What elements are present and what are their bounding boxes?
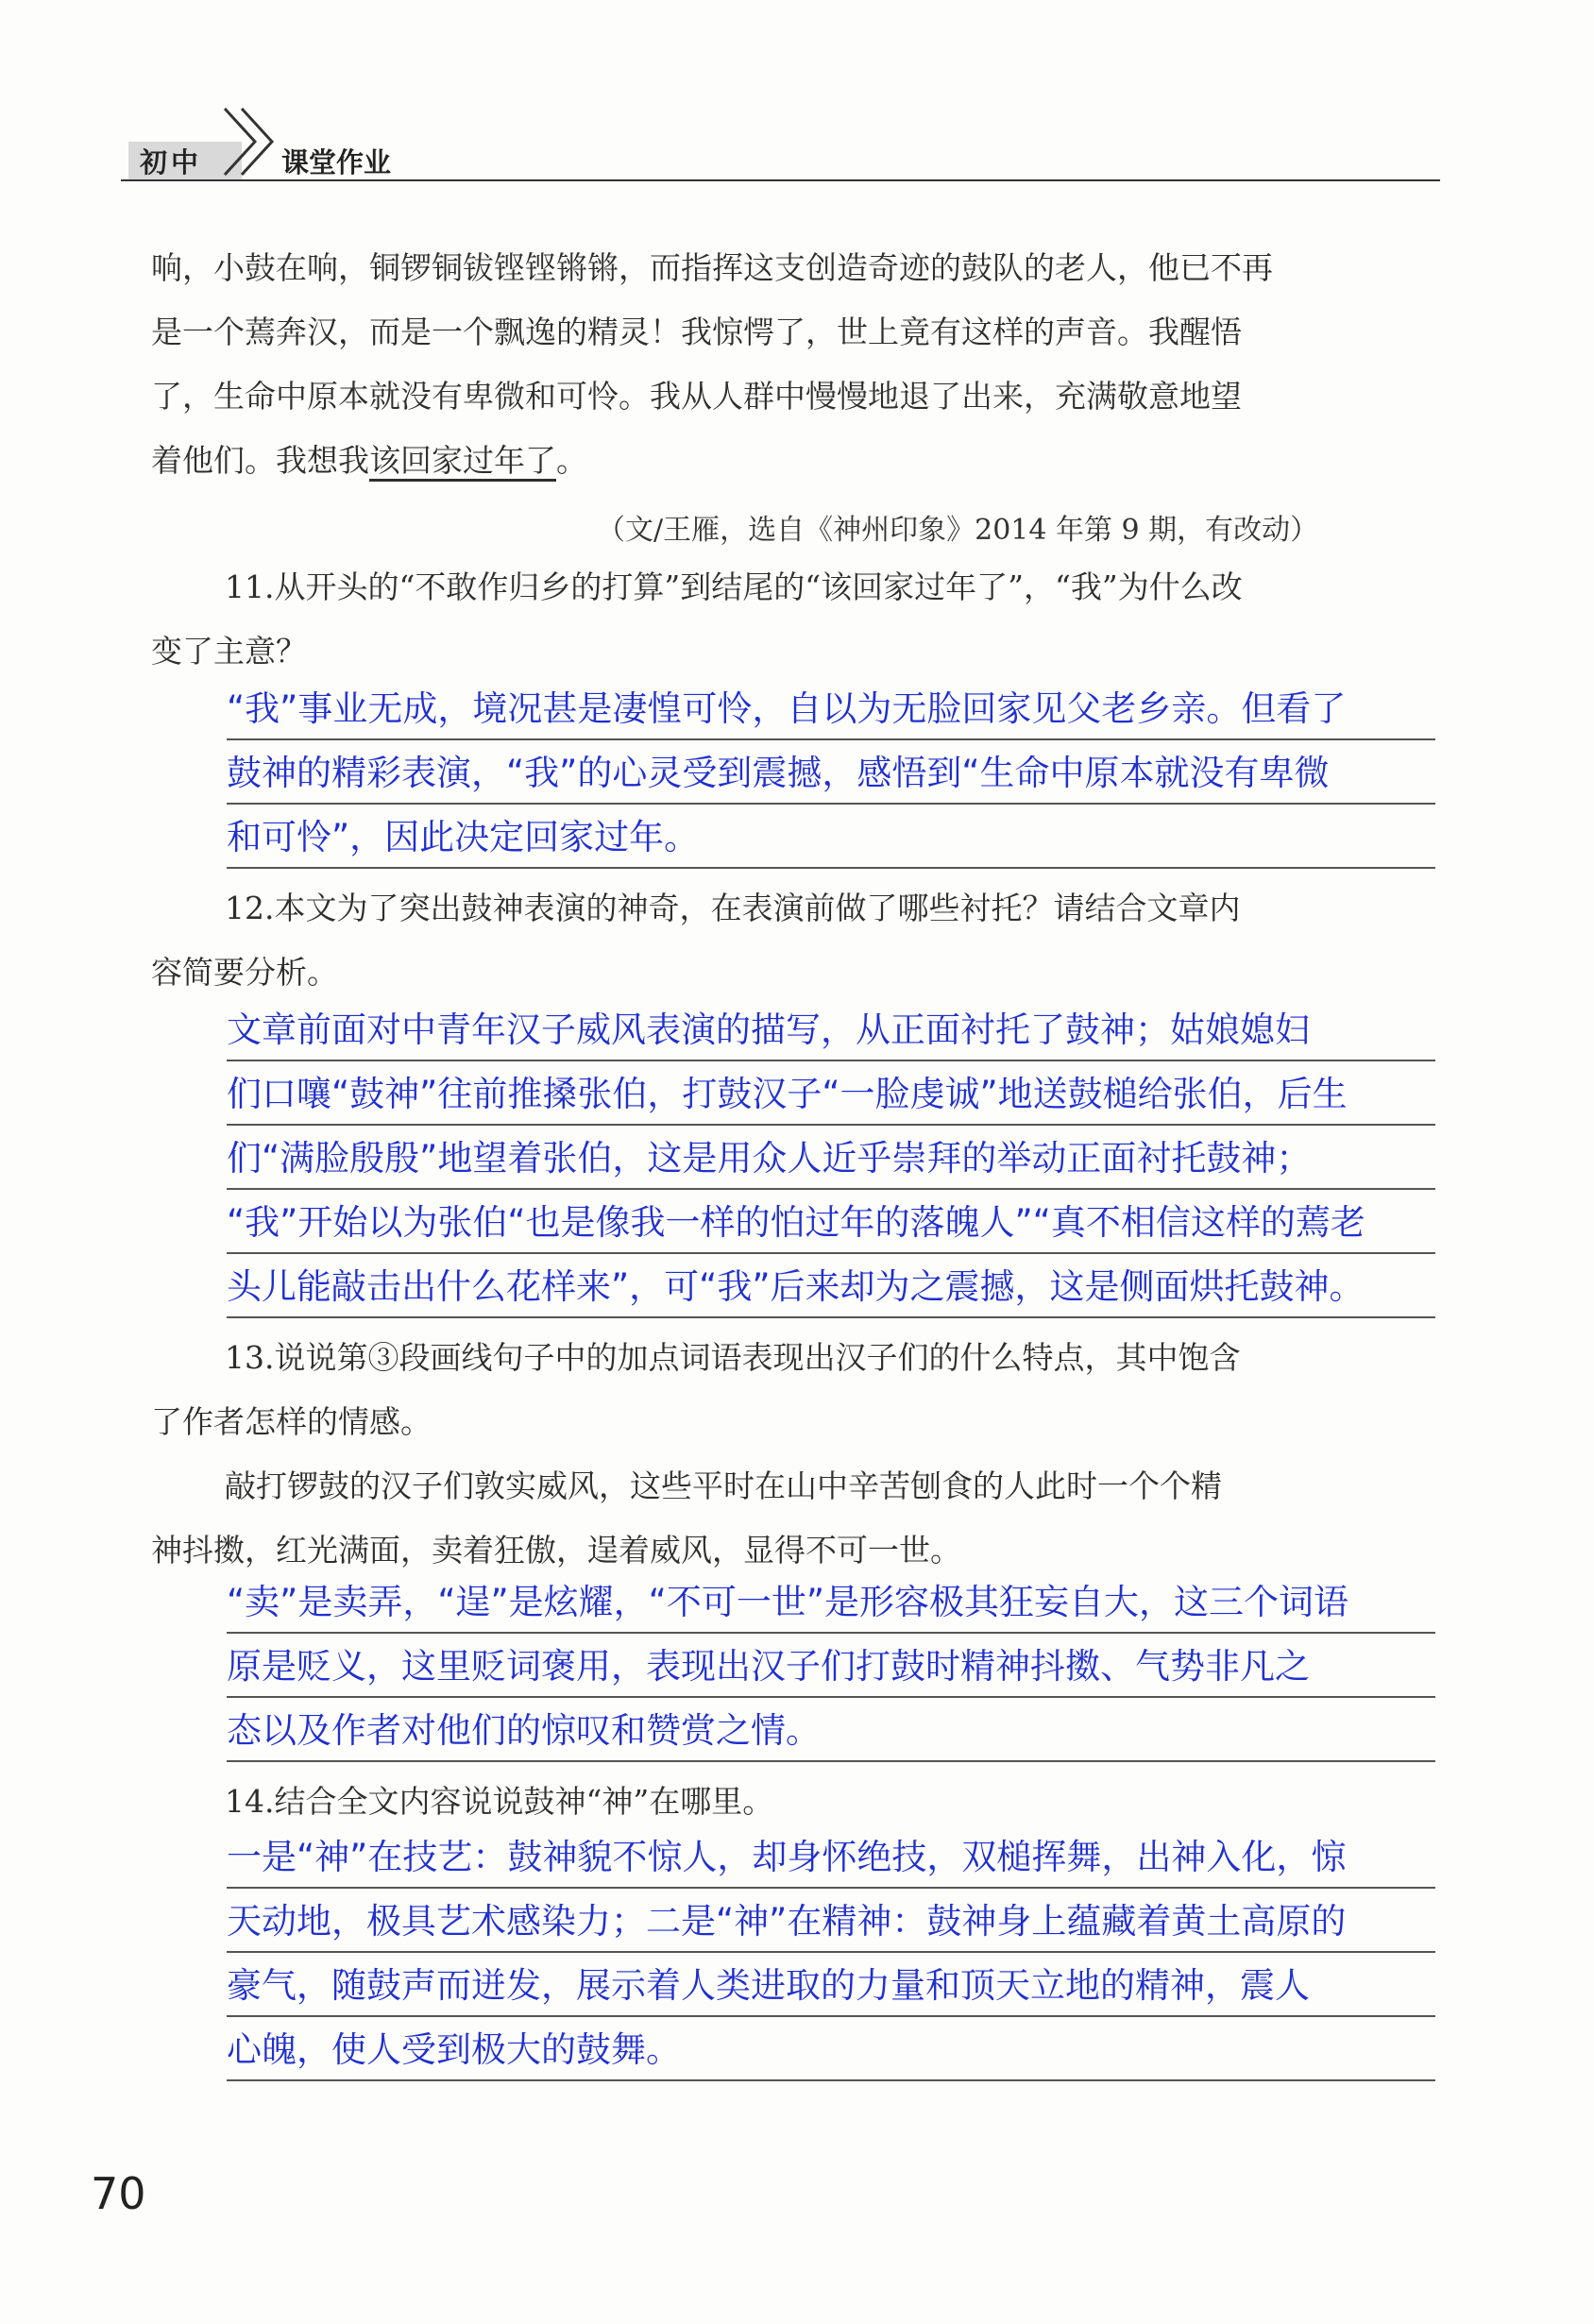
quoted-sentence: 敲打锣鼓的汉子们敦实威风，这些平时在山中辛苦刨食的人此时一个个精	[225, 1467, 1222, 1504]
answer-12	[227, 997, 1435, 1318]
question-14: 14.结合全文内容说说鼓神“神”在哪里。	[225, 1783, 774, 1820]
answer-11	[227, 676, 1435, 869]
header-rule	[121, 179, 1440, 181]
question-12: 12.本文为了突出鼓神表演的神奇，在表演前做了哪些衬托？请结合文章内	[225, 890, 1241, 926]
answer-line: 原是贬义，这里贬词褒用，表现出汉子们打鼓时精神抖擞、气势非凡之	[227, 1634, 1435, 1698]
citation: （文/王雁，选自《神州印象》2014 年第 9 期，有改动）	[597, 514, 1319, 547]
answer-line: 们“满脸殷殷”地望着张伯，这是用众人近乎崇拜的举动正面衬托鼓神；	[227, 1126, 1435, 1190]
answer-14	[227, 1824, 1435, 2081]
page-header	[121, 104, 1440, 181]
passage-text: 。	[556, 442, 587, 479]
answer-line: 鼓神的精彩表演，“我”的心灵受到震撼，感悟到“生命中原本就没有卑微	[227, 740, 1435, 805]
passage-last-line	[151, 429, 587, 493]
question-11: 11.从开头的“不敢作归乡的打算”到结尾的“该回家过年了”，“我”为什么改	[225, 568, 1243, 605]
answer-line: 豪气，随鼓声而迸发，展示着人类进取的力量和顶天立地的精神，震人	[227, 1953, 1435, 2017]
answer-13	[227, 1569, 1435, 1762]
answer-line: 态以及作者对他们的惊叹和赞赏之情。	[227, 1698, 1435, 1762]
page-number: 70	[91, 2168, 146, 2219]
question-12-cont: 容简要分析。	[151, 954, 338, 991]
answer-line: 天动地，极具艺术感染力；二是“神”在精神：鼓神身上蕴藏着黄土高原的	[227, 1889, 1435, 1953]
underlined-phrase: 该回家过年了	[369, 442, 556, 479]
answer-line: 和可怜”，因此决定回家过年。	[227, 805, 1435, 869]
question-13: 13.说说第③段画线句子中的加点词语表现出汉子们的什么特点，其中饱含	[225, 1339, 1241, 1376]
answer-line: 心魄，使人受到极大的鼓舞。	[227, 2017, 1435, 2081]
answer-line: 文章前面对中青年汉子威风表演的描写，从正面衬托了鼓神；姑娘媳妇	[227, 997, 1435, 1061]
header-title: 课堂作业	[281, 146, 392, 178]
passage-line: 响，小鼓在响，铜锣铜钹铿铿锵锵，而指挥这支创造奇迹的鼓队的老人，他已不再	[151, 249, 1273, 286]
passage-line: 是一个蔫奔汉，而是一个飘逸的精灵！我惊愕了，世上竟有这样的声音。我醒悟	[151, 314, 1242, 350]
passage-text: 着他们。我想我	[151, 442, 369, 479]
level-tag: 初中	[140, 146, 203, 178]
question-11-cont: 变了主意？	[151, 633, 307, 670]
double-chevron-icon	[217, 104, 283, 179]
answer-line: 们口嚷“鼓神”往前推搡张伯，打鼓汉子“一脸虔诚”地送鼓槌给张伯，后生	[227, 1061, 1435, 1126]
answer-line: “卖”是卖弄，“逞”是炫耀，“不可一世”是形容极其狂妄自大，这三个词语	[227, 1569, 1435, 1634]
question-13-cont: 了作者怎样的情感。	[151, 1403, 432, 1440]
quoted-sentence-cont: 神抖擞，红光满面，卖着狂傲，逞着威风，显得不可一世。	[151, 1532, 961, 1569]
answer-line: 一是“神”在技艺：鼓神貌不惊人，却身怀绝技，双槌挥舞，出神入化，惊	[227, 1824, 1435, 1889]
answer-line: “我”开始以为张伯“也是像我一样的怕过年的落魄人”“真不相信这样的蔫老	[227, 1190, 1435, 1254]
answer-line: 头儿能敲击出什么花样来”，可“我”后来却为之震撼，这是侧面烘托鼓神。	[227, 1254, 1435, 1318]
answer-line: “我”事业无成，境况甚是凄惶可怜，自以为无脸回家见父老乡亲。但看了	[227, 676, 1435, 740]
passage-line: 了，生命中原本就没有卑微和可怜。我从人群中慢慢地退了出来，充满敬意地望	[151, 378, 1242, 415]
